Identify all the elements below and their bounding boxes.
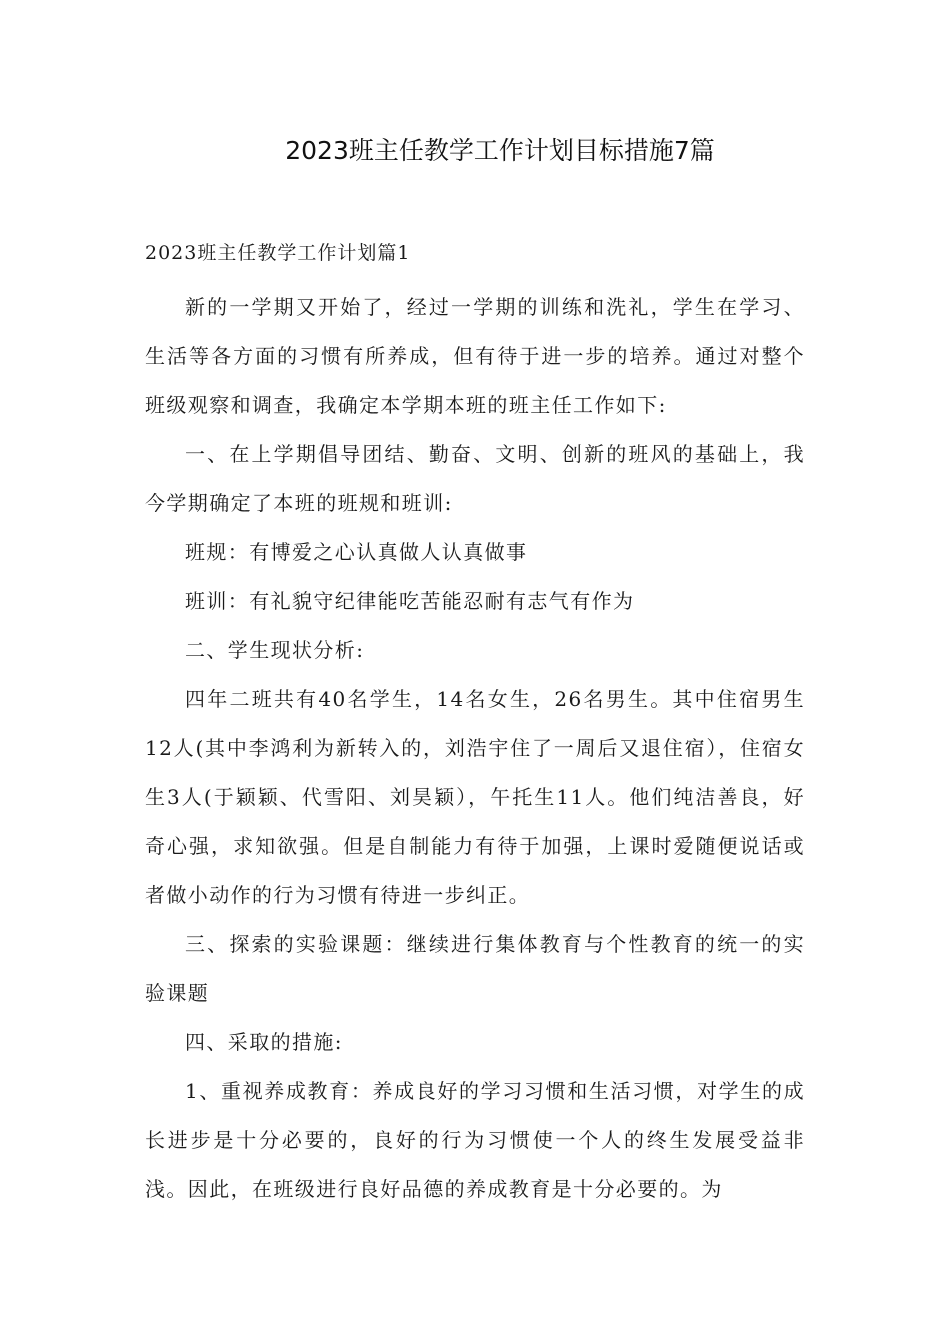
document-title: 2023班主任教学工作计划目标措施7篇 xyxy=(285,136,715,165)
paragraph-point-3: 三、探索的实验课题：继续进行集体教育与个性教育的统一的实验课题 xyxy=(145,932,805,1005)
paragraph-point-2-heading: 二、学生现状分析: xyxy=(185,638,365,662)
paragraph-point-1: 一、在上学期倡导团结、勤奋、文明、创新的班风的基础上，我今学期确定了本班的班规和班训: xyxy=(145,442,805,515)
paragraph-measure-1: 1、重视养成教育：养成良好的学习习惯和生活习惯，对学生的成长进步是十分必要的，良好的行为习惯使一个人的终生发展受益非浅。因此，在班级进行良好品德的养成教育是十分必要的。为 xyxy=(145,1079,805,1201)
document-body xyxy=(145,283,805,1214)
paragraph-point-4-heading: 四、采取的措施: xyxy=(185,1030,343,1054)
paragraph-student-analysis: 四年二班共有40名学生，14名女生，26名男生。其中住宿男生12人(其中李鸿利为新转入的，刘浩宇住了一周后又退住宿），住宿女生3人(于颖颖、代雪阳、刘昊颖），午托生11人。他们纯洁善良，好奇心强，求知欲强。但是自制能力有待于加强，上课时爱随便说话或者做小动作的行为习惯有待进一步纠正。 xyxy=(145,687,805,907)
section-heading: 2023班主任教学工作计划篇1 xyxy=(145,242,411,264)
paragraph-class-rules: 班规：有博爱之心认真做人认真做事 xyxy=(185,540,528,564)
paragraph-intro: 新的一学期又开始了，经过一学期的训练和洗礼，学生在学习、生活等各方面的习惯有所养成，但有待于进一步的培养。通过对整个班级观察和调查，我确定本学期本班的班主任工作如下: xyxy=(145,295,805,417)
paragraph-class-motto: 班训：有礼貌守纪律能吃苦能忍耐有志气有作为 xyxy=(185,589,635,613)
